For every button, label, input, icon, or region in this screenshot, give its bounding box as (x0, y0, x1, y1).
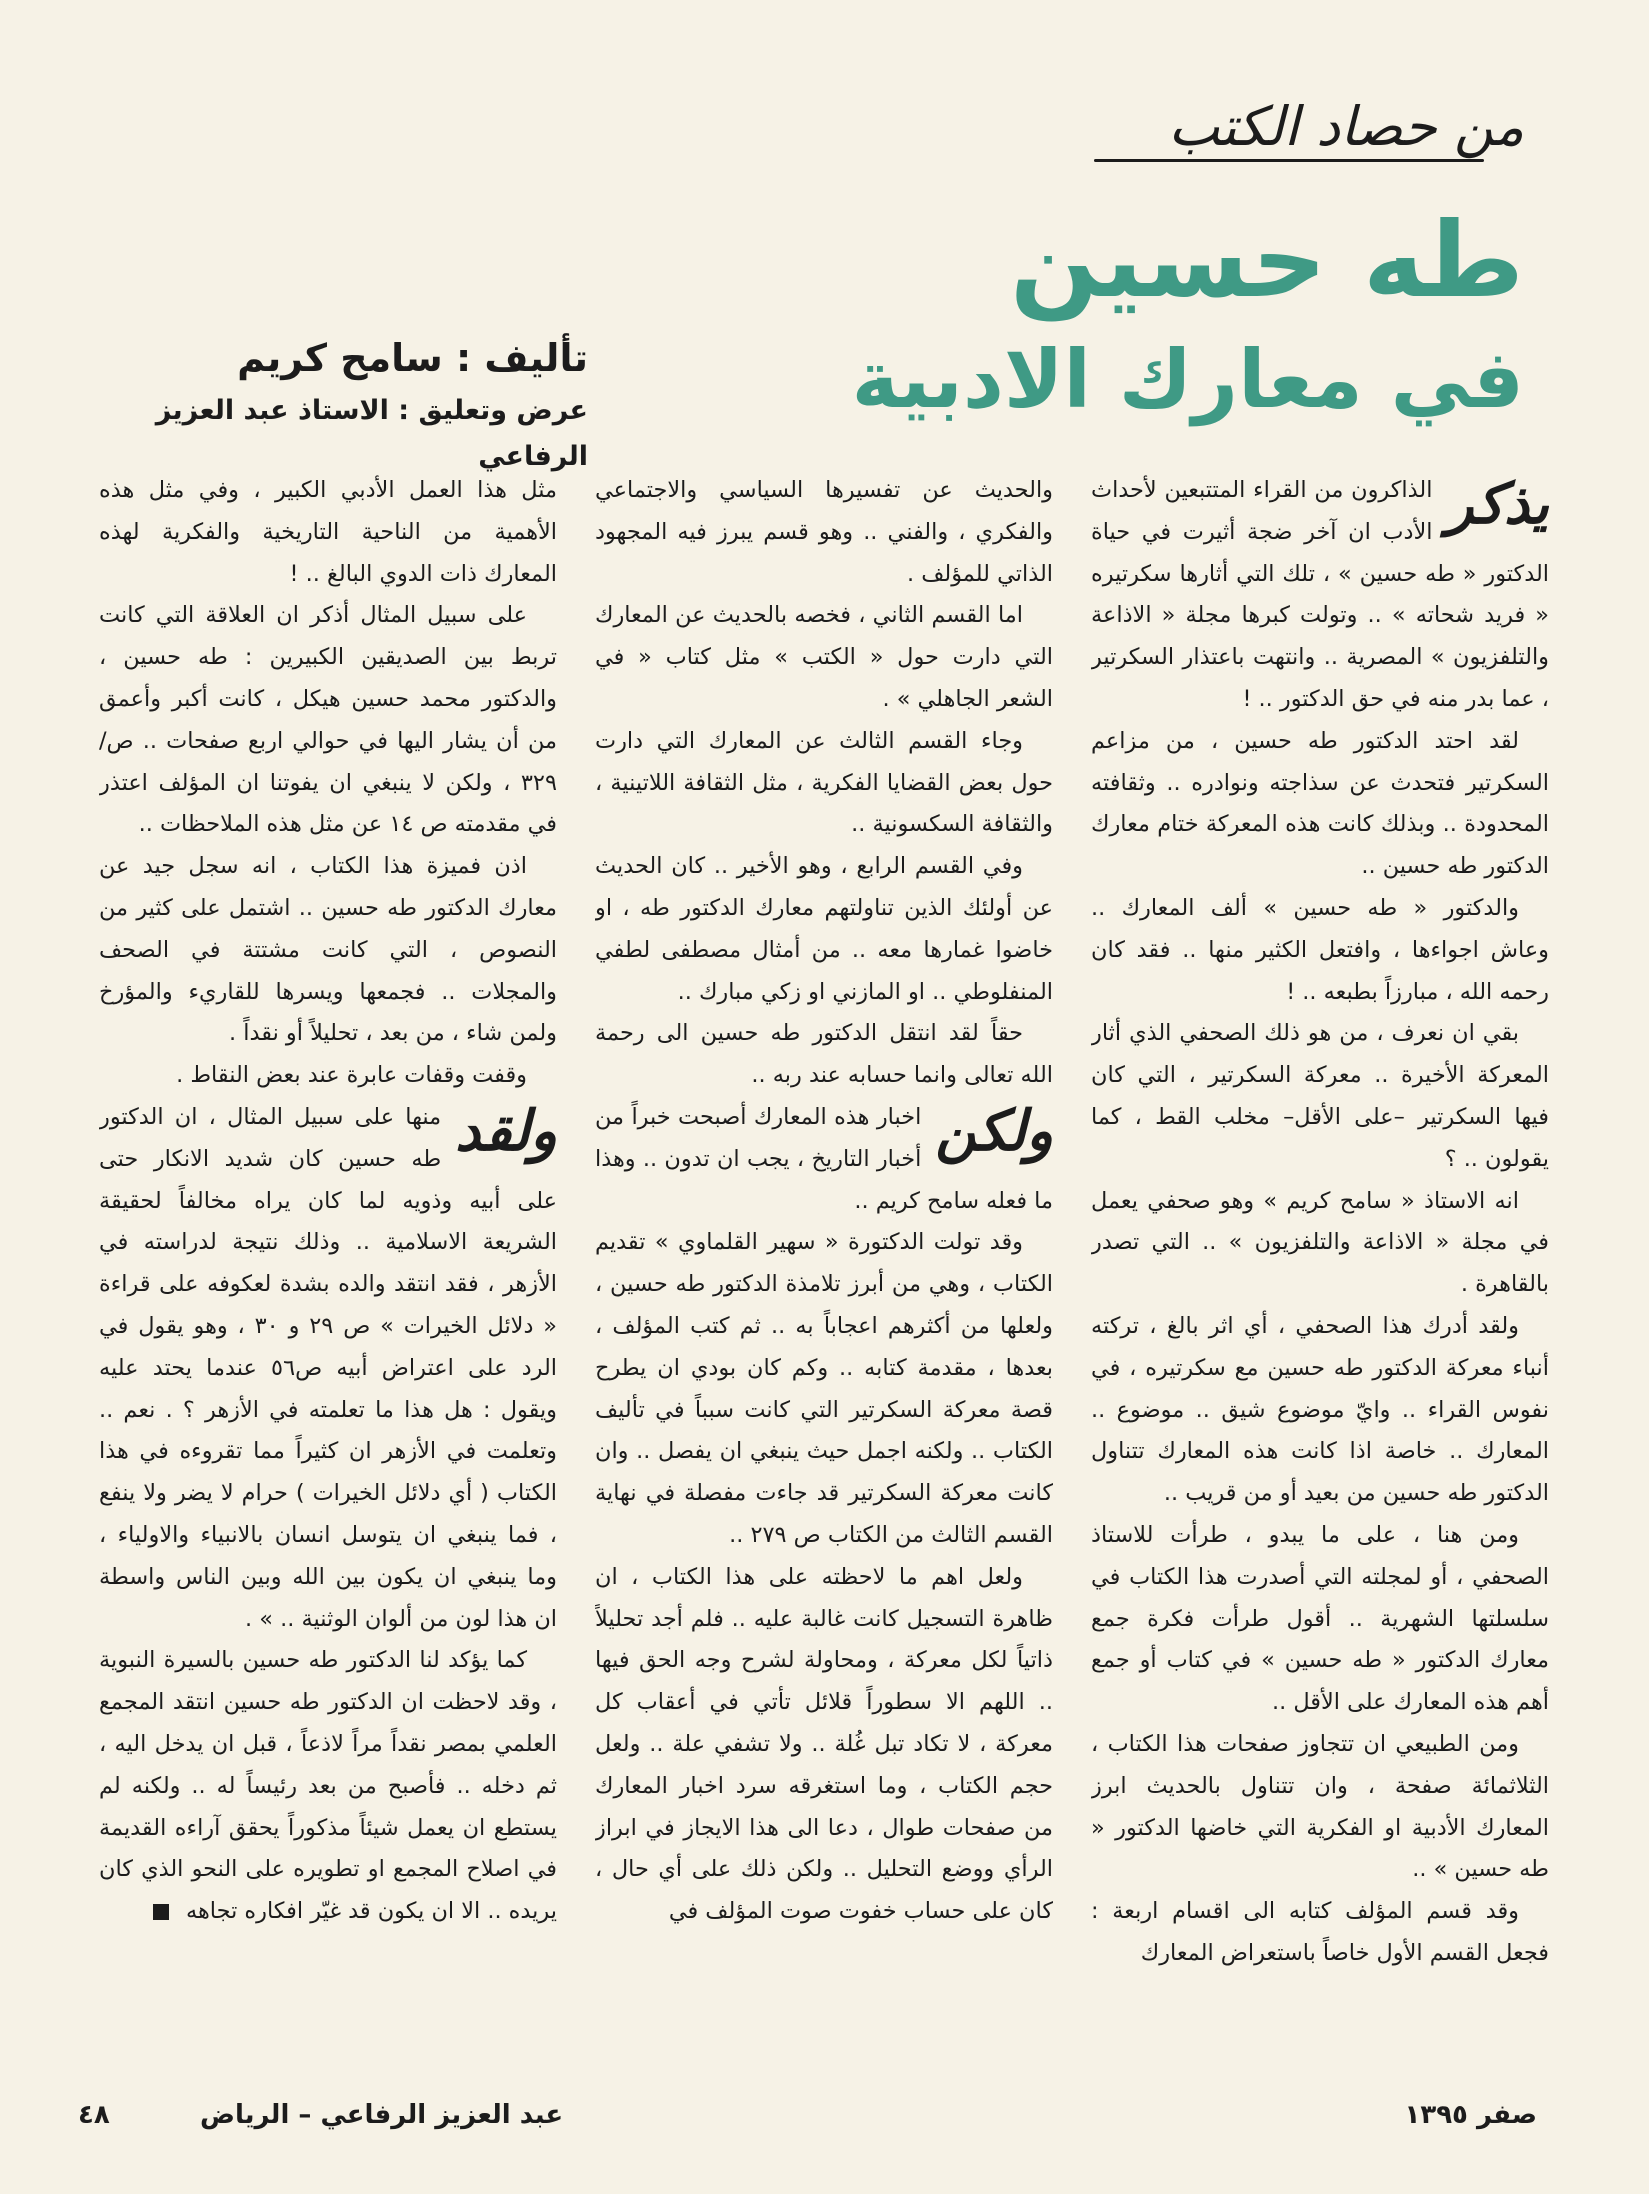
paragraph: اذن فميزة هذا الكتاب ، انه سجل جيد عن معارك الدكتور طه حسين .. اشتمل على كثير من النصوص ، التي كانت مشتتة في الصحف والمجلات .. فجمعها ويسرها للقاريء والمؤرخ ولمن شاء ، من بعد ، تحليلاً أو نقداً . (99, 853, 557, 1047)
paragraph: وقد قسم المؤلف كتابه الى اقسام اربعة : فجعل القسم الأول خاصاً باستعراض المعارك (1091, 1898, 1549, 1966)
paragraph: ومن الطبيعي ان تتجاوز صفحات هذا الكتاب ، الثلاثمائة صفحة ، وان تتناول بالحديث ابرز المعارك الأدبية او الفكرية التي خاضها الدكتور « طه حسين » .. (1091, 1730, 1549, 1883)
paragraph (99, 1097, 557, 1640)
paragraph: والدكتور « طه حسين » ألف المعارك .. وعاش اجواءها ، وافتعل الكثير منها .. فقد كان رحمه الله ، مبارزاً بطبعه .. ! (1091, 894, 1549, 1005)
paragraph-text: منها على سبيل المثال ، ان الدكتور طه حسين كان شديد الانكار حتى على أبيه وذويه لما كان يراه مخالفاً لحقيقة الشريعة الاسلامية .. وذلك نتيجة لدراسته في الأزهر ، فقد انتقد والده بشدة لعكوفه على قراءة « دلائل الخيرات » ص ٢٩ و ٣٠ ، وهو يقول في الرد على اعتراض أبيه ص٥٦ عندما يحتد عليه ويقول : هل هذا ما تعلمته في الأزهر ؟ . نعم .. وتعلمت في الأزهر ان كثيراً مما تقروءه في هذا الكتاب ( أي دلائل الخيرات ) حرام لا يضر ولا ينفع ، فما ينبغي ان يتوسل انسان بالانبياء والاولياء ، وما ينبغي ان يكون بين الله وبين الناس واسطة ان هذا لون من ألوان الوثنية .. » . (99, 1103, 557, 1632)
paragraph: ومن هنا ، على ما يبدو ، طرأت للاستاذ الصحفي ، أو لمجلته التي أصدرت هذا الكتاب في سلسلتها الشهرية .. أقول طرأت فكرة جمع معارك الدكتور « طه حسين » في كتاب أو جمع أهم هذه المعارك على الأقل .. (1091, 1521, 1549, 1716)
paragraph: وقفت وقفات عابرة عند بعض النقاط . (176, 1062, 527, 1089)
paragraph (99, 1640, 557, 1933)
paragraph: ولقد أدرك هذا الصحفي ، أي اثر بالغ ، تركته أنباء معركة الدكتور طه حسين مع سكرتيره ، في نفوس القراء .. وايّ موضوع شيق .. موضوع .. المعارك .. خاصة اذا كانت هذه المعارك تتناول الدكتور طه حسين من بعيد أو من قريب .. (1091, 1312, 1549, 1507)
paragraph: على سبيل المثال أذكر ان العلاقة التي كانت تربط بين الصديقين الكبيرين : طه حسين ، والدكتور محمد حسين هيكل ، كانت أكبر وأعمق من أن يشار اليها في حوالي اربع صفحات .. ص/٣٢٩ ، ولكن لا ينبغي ان يفوتنا ان المؤلف اعتذر في مقدمته ص ١٤ عن مثل هذه الملاحظات .. (99, 602, 557, 838)
paragraph: ولعل اهم ما لاحظته على هذا الكتاب ، ان ظاهرة التسجيل كانت غالبة عليه .. فلم أجد تحليلاً ذاتياً لكل معركة ، ومحاولة لشرح وجه الحق فيها .. اللهم الا سطوراً قلائل تأتي في أعقاب كل معركة ، لا تكاد تبل غُلة .. ولا تشفي علة .. ولعل حجم الكتاب ، وما استغرقه سرد اخبار المعارك من صفحات طوال ، دعا الى هذا الايجاز في ابراز الرأي ووضع التحليل .. ولكن ذلك على أي حال ، كان على حساب خفوت صوت المؤلف في (595, 1563, 1053, 1925)
paragraph: اما القسم الثاني ، فخصه بالحديث عن المعارك التي دارت حول « الكتب » مثل كتاب « في الشعر الجاهلي » . (595, 602, 1053, 712)
paragraph (1091, 470, 1549, 721)
paragraph: حقاً لقد انتقل الدكتور طه حسين الى رحمة الله تعالى وانما حسابه عند ربه .. (595, 1020, 1053, 1089)
end-mark-icon (153, 1904, 169, 1920)
article-title: طه حسين (1009, 199, 1524, 321)
article-subtitle: في معارك الادبية (851, 333, 1524, 426)
paragraph (595, 1097, 1053, 1222)
footer-date: صفر ١٣٩٥ (1404, 2100, 1537, 2130)
section-kicker: من حصاد الكتب (1084, 82, 1524, 172)
drop-word: ولكن (935, 1097, 1053, 1164)
byline-review: عرض وتعليق : الاستاذ عبد العزيز الرفاعي (155, 395, 588, 472)
paragraph: بقي ان نعرف ، من هو ذلك الصحفي الذي أثار المعركة الأخيرة .. معركة السكرتير ، التي كان فيها السكرتير –على الأقل– مخلب القط ، كما يقولون .. ؟ (1091, 1020, 1549, 1172)
footer-author: عبد العزيز الرفاعي – الرياض (200, 2100, 564, 2130)
paragraph: مثل هذا العمل الأدبي الكبير ، وفي مثل هذه الأهمية من الناحية التاريخية والفكرية لهذه المعارك ذات الدوي البالغ .. ! (99, 477, 557, 587)
column-right (1091, 470, 1549, 2035)
article-body (97, 470, 1549, 2035)
drop-word: ولقد (455, 1097, 557, 1164)
column-left (99, 470, 557, 2035)
paragraph: انه الاستاذ « سامح كريم » وهو صحفي يعمل في مجلة « الاذاعة والتلفزيون » .. التي تصدر بالقاهرة . (1091, 1187, 1549, 1298)
page-number: ٤٨ (78, 2100, 110, 2130)
drop-word: يذكر (1446, 471, 1549, 537)
paragraph-text: الذاكرون من القراء المتتبعين لأحداث الأدب ان آخر ضجة أثيرت في حياة الدكتور « طه حسين » ، تلك التي أثارها سكرتيره « فريد شحاته » .. وتولت كبرها مجلة « الاذاعة والتلفزيون » المصرية .. وانتهت باعتذار السكرتير ، عما بدر منه في حق الدكتور .. ! (1091, 477, 1549, 712)
paragraph: وفي القسم الرابع ، وهو الأخير .. كان الحديث عن أولئك الذين تناولتهم معارك الدكتور طه ، او خاضوا غمارها معه .. من أمثال مصطفى لطفي المنفلوطي .. او المازني او زكي مبارك .. (595, 853, 1053, 1005)
paragraph: وقد تولت الدكتورة « سهير القلماوي » تقديم الكتاب ، وهي من أبرز تلامذة الدكتور طه حسين ، ولعلها من أكثرهم اعجاباً به .. ثم كتب المؤلف ، بعدها ، مقدمة كتابه .. وكم كان بودي ان يطرح قصة معركة السكرتير التي كانت سبباً في تأليف الكتاب .. ولكنه اجمل حيث ينبغي ان يفصل .. وان كانت معركة السكرتير قد جاءت مفصلة في نهاية القسم الثالث من الكتاب ص ٢٧٩ .. (595, 1229, 1053, 1548)
byline-author: تأليف : سامح كريم (237, 336, 588, 380)
column-middle (595, 470, 1053, 2035)
paragraph: وجاء القسم الثالث عن المعارك التي دارت حول بعض القضايا الفكرية ، مثل الثقافة اللاتينية ، والثقافة السكسونية .. (595, 727, 1053, 838)
paragraph: والحديث عن تفسيرها السياسي والاجتماعي والفكري ، والفني .. وهو قسم يبرز فيه المجهود الذاتي للمؤلف . (595, 477, 1053, 587)
paragraph: لقد احتد الدكتور طه حسين ، من مزاعم السكرتير فتحدث عن سذاجته ونوادره .. وثقافته المحدودة .. وبذلك كانت هذه المعركة ختام معارك الدكتور طه حسين .. (1091, 727, 1549, 880)
byline (108, 332, 588, 480)
paragraph-text: اخبار هذه المعارك أصبحت خبراً من أخبار التاريخ ، يجب ان تدون .. وهذا ما فعله سامح كريم .. (595, 1103, 1053, 1214)
paragraph-text: كما يؤكد لنا الدكتور طه حسين بالسيرة النبوية ، وقد لاحظت ان الدكتور طه حسين انتقد المجمع العلمي بمصر نقداً مراً لاذعاً ، قبل ان يدخل اليه ، ثم دخله .. فأصبح من بعد رئيساً له .. ولكنه لم يستطع ان يعمل شيئاً مذكوراً يحقق آراءه القديمة في اصلاح المجمع او تطويره على النحو الذي كان يريده .. الا ان يكون قد غيّر افكاره تجاهه (99, 1647, 557, 1925)
